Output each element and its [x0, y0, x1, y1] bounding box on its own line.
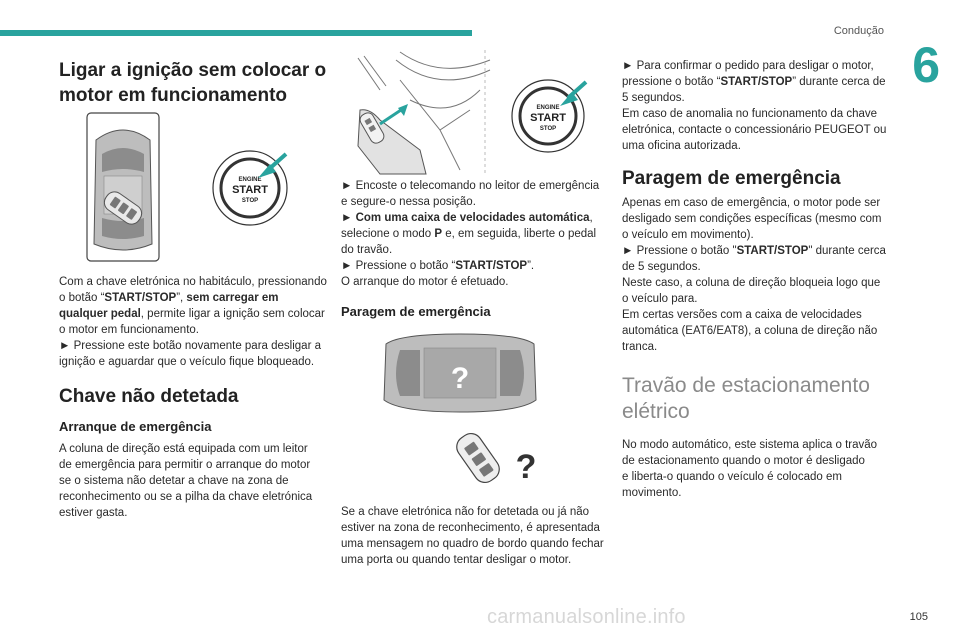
text: ► Pressione o botão "	[622, 245, 737, 257]
illustration-car-button	[86, 112, 306, 264]
subheading-emergency-start: Arranque de emergência	[59, 419, 212, 434]
illustration-steering-key	[340, 50, 590, 176]
text-bold: qualquer pedal	[59, 308, 141, 320]
header-accent-bar	[0, 30, 472, 36]
text: automática (EAT6/EAT8), a coluna de direção não	[622, 325, 878, 337]
column-3	[622, 58, 892, 501]
text: , permite ligar a ignição sem colocar	[140, 308, 325, 320]
text: ► Pressione este botão novamente para desligar a	[59, 340, 321, 352]
heading-ignition	[59, 58, 329, 108]
text: e liberta-o quando o veículo é colocado em	[622, 471, 842, 483]
section-title: Condução	[833, 25, 884, 37]
text-bold: START/STOP	[104, 292, 177, 304]
text-bold: P	[434, 228, 443, 240]
page-number: 105	[909, 611, 928, 623]
text: ,	[589, 212, 593, 224]
text: uma porta ou quando tentar desligar o motor.	[341, 554, 572, 566]
text: ”,	[176, 292, 187, 304]
text: de emergência para permitir o arranque do motor	[59, 459, 311, 471]
text: o veículo em movimento).	[622, 229, 754, 241]
text: movimento.	[622, 487, 682, 499]
heading-line: elétrico	[622, 400, 690, 423]
car-top-view-icon	[384, 334, 536, 412]
button-label-stop: STOP	[539, 126, 557, 132]
text: reconhecimento ou se a pilha da chave eletrónica	[59, 491, 313, 503]
text: o veículo para.	[622, 293, 698, 305]
text: ►	[341, 212, 356, 224]
text: Se a chave eletrónica não for detetada ou já não	[341, 506, 590, 518]
button-label-engine: ENGINE	[238, 177, 262, 183]
button-label-start: START	[530, 112, 566, 124]
text: de 5 segundos.	[622, 261, 701, 273]
button-label-engine: ENGINE	[536, 105, 560, 111]
heading-line: motor em funcionamento	[59, 85, 288, 106]
text: estiver na zona de reconhecimento, é apresentada	[341, 522, 600, 534]
heading-line: Travão de estacionamento	[622, 374, 870, 397]
text: A coluna de direção está equipada com um leitor	[59, 443, 308, 455]
paragraph-ignition	[59, 274, 329, 370]
paragraph-emergency-start	[59, 441, 329, 521]
question-mark-icon: ?	[515, 448, 537, 486]
text: desligado sem condições específicas (mesmo com	[622, 213, 882, 225]
paragraph-key-not-detected	[341, 504, 611, 568]
text: ► Para confirmar o pedido para desligar o motor,	[622, 60, 874, 72]
text: do travão.	[341, 244, 393, 256]
paragraph-emergency-reader	[341, 178, 611, 290]
text: " durante cerca	[808, 245, 886, 257]
text: Neste caso, a coluna de direção bloqueia logo que	[622, 277, 881, 289]
text: estiver gasta.	[59, 507, 128, 519]
text: Em caso de anomalia no funcionamento da chave	[622, 108, 878, 120]
paragraph-parking-brake	[622, 437, 892, 501]
paragraph-confirm-stop	[622, 58, 892, 154]
text: tranca.	[622, 341, 658, 353]
text-bold: START/STOP	[720, 76, 793, 88]
text-bold: START/STOP	[455, 260, 528, 272]
heading-parking-brake	[622, 373, 892, 425]
watermark: carmanualsonline.info	[487, 606, 686, 628]
hand-with-key-icon	[358, 104, 426, 174]
text: O arranque do motor é efetuado.	[341, 276, 509, 288]
text: pressione o botão “	[622, 76, 721, 88]
text: o motor em funcionamento.	[59, 324, 199, 336]
chapter-number: 6	[912, 37, 940, 93]
text: o botão “	[59, 292, 105, 304]
text: ► Pressione o botão “	[341, 260, 456, 272]
column-1	[59, 58, 329, 108]
column-2-text-bottom	[341, 504, 611, 568]
text: ” durante cerca de	[792, 76, 886, 88]
button-label-stop: STOP	[241, 198, 259, 204]
subheading-emergency-stop: Paragem de emergência	[341, 304, 491, 319]
text: ignição e aguardar que o veículo fique bloqueado.	[59, 356, 315, 368]
heading-line: Ligar a ignição sem colocar o	[59, 60, 327, 81]
text: 5 segundos.	[622, 92, 685, 104]
text: uma oficina autorizada.	[622, 140, 741, 152]
car-top-view-icon	[87, 113, 159, 261]
text: Em certas versões com a caixa de velocidades	[622, 309, 862, 321]
text: ”.	[527, 260, 535, 272]
text: eletrónica, contacte o concessionário PEUGEOT ou	[622, 124, 887, 136]
heading-key-not-detected: Chave não detetada	[59, 386, 239, 407]
column-1-text	[59, 274, 329, 521]
text: No modo automático, este sistema aplica o travão	[622, 439, 878, 451]
question-mark-icon: ?	[450, 362, 470, 395]
text: selecione o modo	[341, 228, 435, 240]
engine-start-stop-button-icon	[512, 80, 586, 152]
button-label-start: START	[232, 184, 268, 196]
text: uma mensagem no quadro de bordo quando fechar	[341, 538, 604, 550]
text: de estacionamento quando o motor é desligado	[622, 455, 865, 467]
text: Com a chave eletrónica no habitáculo, pressionando	[59, 276, 327, 288]
paragraph-emergency-stop	[622, 195, 892, 355]
arrow-head	[398, 104, 408, 116]
text-bold: Com uma caixa de velocidades automática	[355, 212, 590, 224]
heading-emergency-stop: Paragem de emergência	[622, 168, 841, 189]
text: e, em seguida, liberte o pedal	[442, 228, 597, 240]
text: Apenas em caso de emergência, o motor pode ser	[622, 197, 881, 209]
key-fob-icon	[452, 429, 503, 487]
column-2-text	[341, 178, 611, 320]
text: se o sistema não detetar a chave na zona de	[59, 475, 289, 487]
text: e segure-o nessa posição.	[341, 196, 476, 208]
illustration-key-not-found	[380, 330, 540, 492]
text-bold: START/STOP	[736, 245, 809, 257]
text-bold: sem carregar em	[186, 292, 279, 304]
text: ► Encoste o telecomando no leitor de emergência	[341, 180, 600, 192]
